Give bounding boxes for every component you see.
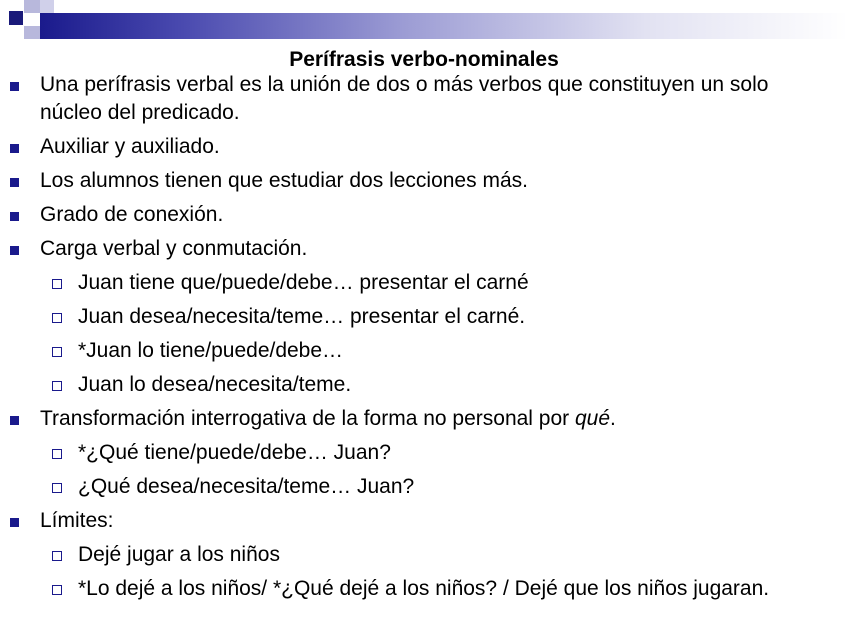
sub-list-item-text: *¿Qué tiene/puede/debe… Juan? [78, 441, 391, 464]
sub-list-item-text: Juan tiene que/puede/debe… presentar el carné [78, 271, 529, 294]
hollow-square-icon [52, 347, 62, 357]
sub-list-item-text: Dejé jugar a los niños [78, 543, 280, 566]
decor-square [0, 26, 24, 39]
sub-list-item-text: Juan desea/necesita/teme… presentar el carné. [78, 305, 526, 328]
filled-square-icon [10, 82, 19, 91]
sub-list-item [0, 269, 848, 297]
filled-square-icon [10, 178, 19, 187]
decor-square [24, 26, 40, 39]
hollow-square-icon [52, 313, 62, 323]
list-item [0, 507, 848, 535]
sub-list-item-text: Juan lo desea/necesita/teme. [78, 373, 352, 396]
sub-list-item [0, 439, 848, 467]
filled-square-icon [10, 144, 19, 153]
hollow-square-icon [52, 279, 62, 289]
filled-square-icon [10, 416, 19, 425]
list-item-text: Auxiliar y auxiliado. [40, 135, 220, 158]
filled-square-icon [10, 246, 19, 255]
list-item-text: Límites: [40, 509, 114, 532]
list-item [0, 201, 848, 229]
list-item [0, 133, 848, 161]
sub-list-item [0, 541, 848, 569]
sub-list-item [0, 473, 848, 501]
sub-list-item-text: ¿Qué desea/necesita/teme… Juan? [78, 475, 415, 498]
sub-list-item-text: *Lo dejé a los niños/ *¿Qué dejé a los niños? / Dejé que los niños jugaran. [78, 577, 770, 600]
list-item [0, 167, 848, 195]
hollow-square-icon [52, 381, 62, 391]
hollow-square-icon [52, 551, 62, 561]
hollow-square-icon [52, 483, 62, 493]
header-gradient-band [40, 13, 848, 39]
decor-square [24, 13, 40, 26]
filled-square-icon [10, 212, 19, 221]
sub-list-item-text: *Juan lo tiene/puede/debe… [78, 339, 344, 362]
hollow-square-icon [52, 449, 62, 459]
sub-list-item [0, 303, 848, 331]
list-item-text: Carga verbal y conmutación. [40, 237, 308, 260]
list-item-text-part: Transformación interrogativa de la forma no personal por [40, 407, 575, 430]
filled-square-icon [10, 518, 19, 527]
sub-list-item [0, 337, 848, 365]
header-decoration [0, 0, 848, 50]
sub-list-item [0, 575, 848, 603]
list-item [0, 235, 848, 263]
hollow-square-icon [52, 585, 62, 595]
italic-word: qué [575, 407, 611, 430]
list-item-text-part: . [610, 407, 616, 430]
slide-title: Perífrasis verbo-nominales [289, 48, 559, 71]
list-item [0, 71, 848, 127]
list-item-text: Los alumnos tienen que estudiar dos lecciones más. [40, 169, 528, 192]
list-item-text: Una perífrasis verbal es la unión de dos o más verbos que constituyen un solo núcleo del predicado. [40, 73, 769, 124]
decor-square [24, 0, 40, 13]
sub-list-item [0, 371, 848, 399]
list-item-text [40, 407, 616, 430]
list-item-text: Grado de conexión. [40, 203, 224, 226]
list-item [0, 405, 848, 433]
bullet-list [0, 71, 848, 609]
decor-square [9, 11, 23, 25]
decor-square [40, 0, 54, 13]
